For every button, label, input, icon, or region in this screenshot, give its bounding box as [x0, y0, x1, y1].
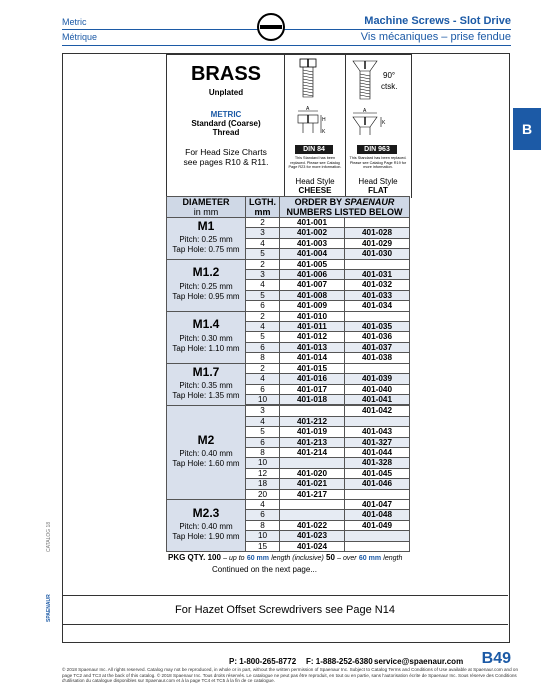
cheese-part-cell: 401-017 [280, 384, 345, 394]
pitch-text: Pitch: 0.25 mm [179, 235, 233, 245]
finish-label: Unplated [208, 88, 244, 97]
size-name: M2 [197, 432, 215, 447]
pkg-len-2: 60 mm [358, 555, 382, 562]
pkg-text-3: – over [337, 555, 357, 562]
flat-part-cell: 401-041 [345, 394, 410, 404]
length-cell: 15 [246, 541, 280, 551]
cheese-part-cell: 401-212 [280, 416, 345, 426]
tap-hole-text: Tap Hole: 1.60 mm [172, 459, 240, 469]
flat-part-cell: 401-038 [345, 353, 410, 363]
table-row [167, 499, 410, 509]
continued-note: Continued on the next page... [212, 565, 317, 574]
hazet-banner: For Hazet Offset Screwdrivers see Page N14 [62, 595, 508, 625]
length-cell: 10 [246, 531, 280, 541]
chart-note-1: For Head Size Charts [185, 147, 267, 157]
length-cell: 3 [246, 228, 280, 238]
cheese-part-cell: 401-005 [280, 259, 345, 269]
angle-sub-label: ctsk. [381, 82, 398, 91]
flat-part-cell: 401-030 [345, 249, 410, 259]
cheese-part-cell [280, 406, 345, 416]
cheese-part-cell: 401-214 [280, 447, 345, 457]
table-row [167, 363, 410, 373]
size-cell [167, 499, 246, 551]
length-cell: 6 [246, 510, 280, 520]
flat-part-cell: 401-036 [345, 332, 410, 342]
copyright-text: © 2018 Spaenaur Inc. All rights reserved. Catalog may not be reproduced, in whole or in part, without the written permission of Spaenaur Inc. Subject to Catalog Terms and Conditions of Use available at Spaenaur.com and on page TC2 and TC3 at the back of this catalog. © 2018 Spaenaur Inc. Tous droits réservés. Le catalogue ne peut pas être reproduit, en tout ou en partie, sans l'autorisation écrite de Spaenaur Inc. Sous réserve des Conditions d'utilisation du catalogue disponibles sur Spaenaur.com et à la page TC4 et TC5 à la fin de ce catalogue. [62, 667, 519, 684]
cheese-part-cell: 401-010 [280, 311, 345, 321]
cheese-part-cell: 401-016 [280, 374, 345, 384]
table-row [167, 406, 410, 416]
table-row [167, 259, 410, 269]
flat-part-cell: 401-039 [345, 374, 410, 384]
cheese-part-cell: 401-021 [280, 479, 345, 489]
flat-part-cell: 401-044 [345, 447, 410, 457]
pitch-text: Pitch: 0.30 mm [179, 333, 233, 343]
flat-part-cell: 401-028 [345, 228, 410, 238]
cheese-part-cell: 401-001 [280, 218, 345, 228]
chart-note-2: see pages R10 & R11. [183, 157, 269, 167]
tap-hole-text: Tap Hole: 0.75 mm [172, 245, 240, 255]
length-header-text: LGTH. [249, 197, 276, 207]
length-cell: 6 [246, 301, 280, 311]
cheese-part-cell: 401-024 [280, 541, 345, 551]
cheese-part-cell: 401-213 [280, 437, 345, 447]
cheese-part-cell: 401-011 [280, 322, 345, 332]
length-cell: 6 [246, 342, 280, 352]
length-header [246, 197, 280, 218]
flat-part-cell [345, 489, 410, 499]
header-left-fr: Métrique [62, 32, 98, 42]
length-cell: 2 [246, 311, 280, 321]
fax-text: F: 1-888-252-6380 [306, 657, 373, 666]
length-cell: 5 [246, 332, 280, 342]
cheese-part-cell: 401-019 [280, 427, 345, 437]
length-cell: 18 [246, 479, 280, 489]
angle-label: 90° [383, 71, 396, 80]
cheese-part-cell: 401-217 [280, 489, 345, 499]
length-cell: 8 [246, 447, 280, 457]
size-cell [167, 406, 246, 500]
phone-text: P: 1-800-265-8772 [229, 657, 297, 666]
length-cell: 8 [246, 520, 280, 530]
length-cell: 4 [246, 374, 280, 384]
svg-text:A: A [363, 108, 367, 114]
flat-part-cell [345, 218, 410, 228]
side-catalog-label: CATALOG 18 [46, 521, 52, 552]
table-row [167, 311, 410, 321]
table-row [167, 218, 410, 228]
cheese-part-cell: 401-003 [280, 238, 345, 248]
page-number: B49 [481, 650, 511, 667]
flat-part-cell: 401-040 [345, 384, 410, 394]
flat-part-cell: 401-046 [345, 479, 410, 489]
flat-part-cell: 401-034 [345, 301, 410, 311]
product-panel [166, 54, 412, 198]
flat-part-cell: 401-327 [345, 437, 410, 447]
cheese-part-cell: 401-023 [280, 531, 345, 541]
flat-part-cell [345, 416, 410, 426]
flat-part-cell: 401-043 [345, 427, 410, 437]
length-cell: 10 [246, 458, 280, 468]
length-cell: 3 [246, 270, 280, 280]
flat-part-cell [345, 259, 410, 269]
length-cell: 3 [246, 406, 280, 416]
flat-part-cell: 401-047 [345, 499, 410, 509]
cheese-style: CHEESE [298, 186, 332, 195]
pitch-text: Pitch: 0.35 mm [179, 381, 233, 391]
cheese-part-cell: 401-014 [280, 353, 345, 363]
tap-hole-text: Tap Hole: 0.95 mm [172, 291, 240, 301]
size-name: M1.2 [192, 265, 220, 280]
size-cell [167, 218, 246, 260]
flat-part-cell: 401-048 [345, 510, 410, 520]
cheese-part-cell: 401-007 [280, 280, 345, 290]
length-cell: 2 [246, 218, 280, 228]
size-cell [167, 363, 246, 406]
flat-part-cell: 401-049 [345, 520, 410, 530]
size-name: M1.4 [192, 317, 220, 332]
pkg-qty-note [168, 553, 402, 562]
section-tab: B [513, 108, 541, 150]
svg-text:H: H [322, 117, 326, 123]
system-label: METRIC [210, 110, 242, 119]
cheese-part-cell: 401-018 [280, 394, 345, 404]
flat-part-cell: 401-033 [345, 290, 410, 300]
diameter-unit-text: in mm [193, 207, 219, 217]
order-sub-text: NUMBERS LISTED BELOW [286, 207, 403, 217]
cheese-style-label: Head Style [295, 177, 335, 186]
flat-note: This Standard has been replaced. Please see Catalog Page R19 for more information. [349, 156, 407, 170]
svg-text:K: K [322, 129, 326, 135]
pitch-text: Pitch: 0.25 mm [179, 281, 233, 291]
length-cell: 6 [246, 384, 280, 394]
flat-part-cell: 401-328 [345, 458, 410, 468]
length-cell: 8 [246, 353, 280, 363]
header-right-fr: Vis mécaniques – prise fendue [360, 31, 511, 43]
header-rule-2 [62, 45, 511, 46]
flat-part-cell: 401-029 [345, 238, 410, 248]
flat-part-cell: 401-031 [345, 270, 410, 280]
length-cell: 12 [246, 468, 280, 478]
flat-part-cell: 401-037 [345, 342, 410, 352]
cheese-part-cell: 401-008 [280, 290, 345, 300]
size-cell [167, 259, 246, 311]
length-cell: 10 [246, 394, 280, 404]
tap-hole-text: Tap Hole: 1.10 mm [172, 343, 240, 353]
pkg-text-4: length [383, 555, 403, 562]
table-body [167, 218, 410, 552]
cheese-part-cell: 401-022 [280, 520, 345, 530]
cheese-part-cell: 401-009 [280, 301, 345, 311]
svg-text:A: A [306, 106, 310, 112]
pkg-len-1: 60 mm [246, 555, 270, 562]
flat-part-cell: 401-042 [345, 406, 410, 416]
length-cell: 4 [246, 238, 280, 248]
order-header [280, 197, 410, 218]
thread-label-1: Standard (Coarse) [191, 119, 261, 128]
order-by-text: ORDER BY [294, 197, 342, 207]
size-cell [167, 311, 246, 363]
thread-label-2: Thread [212, 128, 240, 137]
flat-part-cell: 401-035 [345, 322, 410, 332]
order-table [166, 196, 410, 552]
svg-text:K: K [382, 120, 386, 126]
tap-hole-text: Tap Hole: 1.35 mm [172, 391, 240, 401]
din84-badge: DIN 84 [295, 145, 333, 154]
pitch-text: Pitch: 0.40 mm [179, 522, 233, 532]
cheese-part-cell: 401-006 [280, 270, 345, 280]
cheese-part-cell [280, 499, 345, 509]
cheese-part-cell: 401-013 [280, 342, 345, 352]
size-name: M1 [197, 218, 215, 233]
table-header-row [167, 197, 410, 218]
cheese-part-cell: 401-002 [280, 228, 345, 238]
flat-screw-drawing [347, 55, 409, 147]
order-brand-text: SPAENAUR [344, 197, 395, 207]
pkg-label: PKG QTY. [168, 553, 206, 562]
flat-part-cell [345, 541, 410, 551]
flat-part-cell [345, 363, 410, 373]
cheese-part-cell: 401-020 [280, 468, 345, 478]
length-cell: 4 [246, 416, 280, 426]
cheese-part-cell [280, 510, 345, 520]
length-cell: 20 [246, 489, 280, 499]
length-cell: 5 [246, 249, 280, 259]
length-cell: 6 [246, 437, 280, 447]
cheese-part-cell: 401-012 [280, 332, 345, 342]
flat-style-label: Head Style [358, 177, 398, 186]
size-name: M1.7 [192, 364, 220, 379]
slot-drive-icon [256, 12, 286, 42]
pitch-text: Pitch: 0.40 mm [179, 449, 233, 459]
length-cell: 4 [246, 499, 280, 509]
size-name: M2.3 [192, 505, 220, 520]
header-rule-1 [62, 29, 511, 30]
diameter-header [167, 197, 246, 218]
pkg-text-2: length (inclusive) [271, 555, 324, 562]
flat-part-cell: 401-045 [345, 468, 410, 478]
length-cell: 4 [246, 322, 280, 332]
side-brand-logo: SPAENAUR [46, 594, 52, 622]
flat-part-cell: 401-032 [345, 280, 410, 290]
cheese-part-cell [280, 458, 345, 468]
length-cell: 2 [246, 363, 280, 373]
cheese-part-cell: 401-004 [280, 249, 345, 259]
pkg-text-1: – up to [223, 555, 245, 562]
flat-part-cell [345, 531, 410, 541]
length-cell: 2 [246, 259, 280, 269]
material-title: BRASS [190, 63, 261, 85]
length-cell: 5 [246, 427, 280, 437]
email-link[interactable]: service@spaenaur.com [374, 657, 464, 666]
pkg-qty-1: 100 [207, 553, 221, 562]
tap-hole-text: Tap Hole: 1.90 mm [172, 532, 240, 542]
din963-badge: DIN 963 [357, 145, 397, 154]
cheese-screw-drawing [286, 55, 344, 147]
length-cell: 5 [246, 290, 280, 300]
pkg-qty-2: 50 [326, 553, 335, 562]
diameter-header-text: DIAMETER [182, 197, 230, 207]
flat-part-cell [345, 311, 410, 321]
header-right-en: Machine Screws - Slot Drive [364, 15, 511, 27]
cheese-note: This Standard has been replaced. Please see Catalog Page R23 for more information. [288, 156, 342, 170]
length-unit-text: mm [254, 207, 271, 217]
flat-style: FLAT [368, 186, 388, 195]
header-left-en: Metric [62, 17, 87, 27]
length-cell: 4 [246, 280, 280, 290]
cheese-part-cell: 401-015 [280, 363, 345, 373]
